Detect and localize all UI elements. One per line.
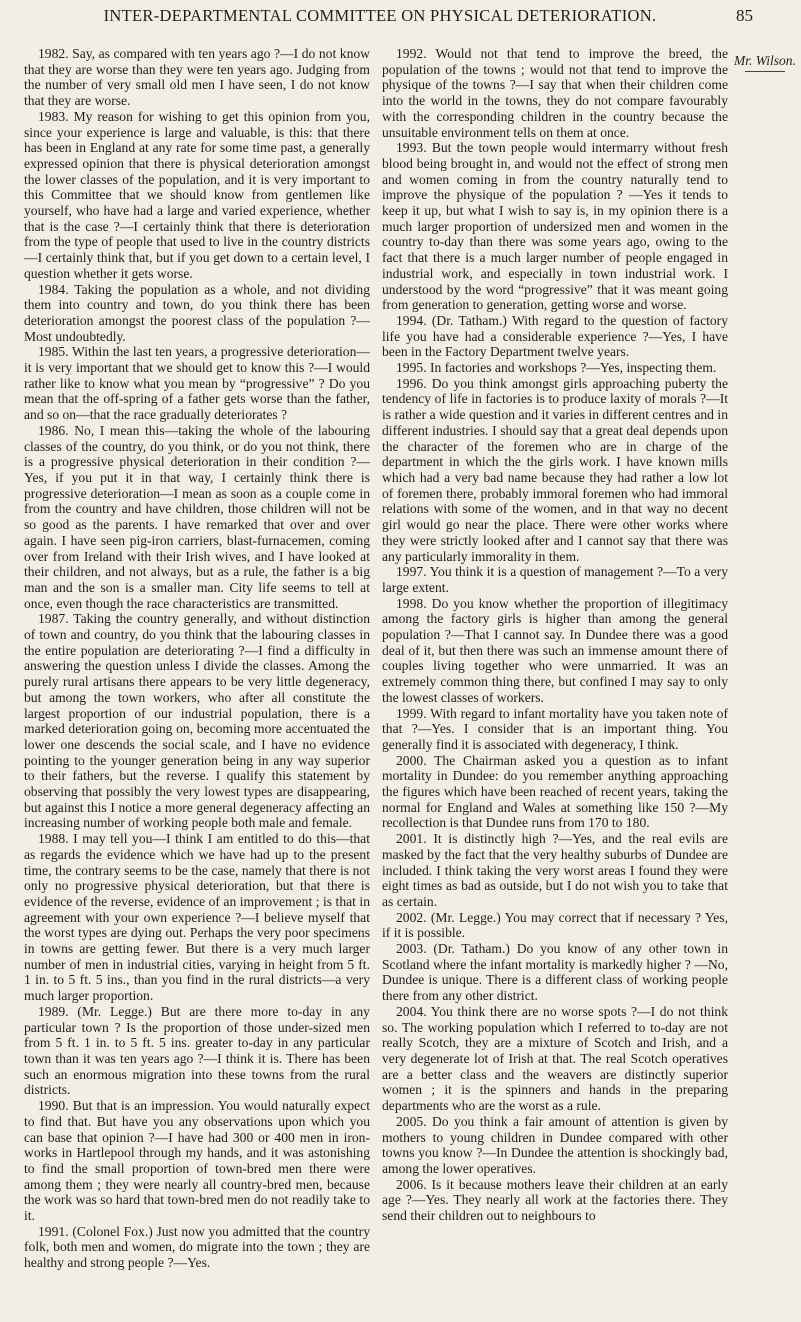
question-number: 1993. [396, 140, 427, 156]
question-text: But the town people would intermarry without fresh blood being brought in, and would not the effect of strong men and women coming in from the country naturally tend to improve the physique of the population ? —Yes it tends to keep it up, but what I wish to say is, in my opinion there is a much larger proportion of undersized men and women in the country to-day than there was some years ago, owing to the fact that there is a much larger number of people engaged in industrial work, and especially in town industrial work. I understood by the word “progressive” that it was meant going from generation to generation, getting worse and worse. [382, 140, 728, 313]
question-text: (Colonel Fox.) Just now you admitted that the country folk, both men and women, do migrate into the town ; they are healthy and strong people ?—Yes. [24, 1223, 370, 1271]
question-text: (Dr. Tatham.) With regard to the question of factory life you have had a considerable experience ?—Yes, I have been in the Factory Department twelve years. [382, 312, 728, 360]
question-number: 1985. [38, 344, 69, 360]
question-paragraph [24, 611, 370, 831]
question-number: 2000. [396, 752, 427, 768]
question-number: 1995. [396, 360, 427, 376]
question-text: (Mr. Legge.) You may correct that if necessary ? Yes, if it is possible. [382, 909, 728, 941]
question-text: With regard to infant mortality have you taken note of that ?—Yes. I consider that is an important thing. You generally find it is associated with degeneracy, I think. [382, 705, 728, 752]
question-text: Taking the population as a whole, and not dividing them into country and town, do you think there has been deterioration amongst the poorest class of the population ?—Most undoubtedly. [24, 281, 370, 344]
question-text: Taking the country generally, and without distinction of town and country, do you think that the labouring classes in the entire population are deteriorating ?—I find a difficulty in answering the question unless I divide the classes. Among the purely rural artisans there appears to be very little degeneracy, but among the town workers, who after all constitute the largest proportion of our industrial population, there is a marked deterioration going on, becoming more accentuated the lower one descends the social scale, and I have no evidence pointing to the younger generation being in any way superior to their fathers, but the reverse. I qualify this statement by observing that possibly the very lowest types are disappearing, but against this I notice a more general degeneracy affecting an increasing number of working people both male and female. [24, 611, 370, 831]
question-number: 1984. [38, 281, 69, 297]
question-paragraph [382, 1004, 728, 1114]
question-text: No, I mean this—taking the whole of the labouring classes of the country, do you think, or do you not think, there is a progressive physical deterioration in their condition ?—Yes, if you put it in that way, I certainly think there is progressive deterioration—I mean as soon as a couple come in from the country and have children, those children will not be so good as the parents. I have remarked that over and over again. I have seen pig-iron carriers, blast-furnacemen, coming over from Ireland with their Irish wives, and I have looked at their children, and not always, but as a rule, the father is a big man and the son is a smaller man. City life seems to tell at once, even though the race characteristics are transmitted. [24, 422, 371, 611]
question-number: 1996. [396, 375, 427, 391]
question-number: 1987. [38, 611, 69, 627]
question-text: Within the last ten years, a progressive deterioration—it is very important that we should get to know this ?—I would rather like to know what you mean by “progressive” ? Do you mean that the off-spring of a father gets worse than the father, and so on—that the race gradually deteriorates ? [24, 344, 370, 423]
question-number: 1992. [396, 46, 427, 61]
question-paragraph [382, 46, 728, 140]
question-paragraph [24, 46, 370, 109]
question-text: My reason for wishing to get this opinion from you, since your experience is large and valuable, is this: that there has been in England at any rate for some time past, a generally expressed opinion that there is physical deterioration amongst the lower classes of the population, and it is very important to this Committee that we should know from gentlemen like yourself, who have had a large and varied experience, whether that is the case ?—I certainly think that there is deterioration from the type of people that used to live in the country districts—I certainly think that, but if you get down to a certain level, I question whether it gets worse. [24, 108, 370, 281]
left-column [24, 46, 370, 1271]
question-text: Say, as compared with ten years ago ?—I do not know that they are worse than they were ten years ago. Judging from the number of very small old men I have seen, I do not know that they are worse. [24, 46, 370, 109]
question-paragraph [382, 1177, 728, 1224]
question-number: 2004. [396, 1003, 427, 1019]
question-paragraph [382, 313, 728, 360]
question-paragraph [382, 941, 728, 1004]
question-number: 2005. [396, 1113, 427, 1129]
page-number: 85 [736, 6, 753, 25]
question-number: 2006. [396, 1176, 427, 1192]
question-paragraph [382, 140, 728, 313]
witness-margin-note [732, 53, 798, 72]
question-paragraph [382, 596, 728, 706]
question-paragraph [24, 344, 370, 423]
question-paragraph [24, 1224, 370, 1271]
question-number: 2001. [396, 831, 427, 847]
question-paragraph [382, 564, 728, 595]
question-number: 1998. [396, 595, 427, 611]
question-number: 1994. [396, 312, 427, 328]
question-paragraph [24, 1098, 370, 1224]
question-number: 1990. [38, 1098, 69, 1114]
question-paragraph [382, 831, 728, 910]
question-number: 1983. [38, 108, 69, 124]
question-text: You think there are no worse spots ?—I do not think so. The working population which I referred to to-day are not really Scotch, they are a mixture of Scotch and Irish, and a very degenerate lot of Irish at that. The real Scotch operatives are a better class and the weavers are distinctly superior women ; it is the spinners and hands in the preparing departments who are the worst as a rule. [382, 1003, 728, 1114]
question-paragraph [382, 376, 728, 564]
question-paragraph [382, 753, 728, 832]
question-paragraph [382, 360, 728, 376]
running-title: INTER-DEPARTMENTAL COMMITTEE ON PHYSICAL DETERIORATION. [103, 6, 657, 25]
right-column [382, 46, 728, 1224]
question-number: 1986. [38, 422, 69, 438]
question-number: 1988. [38, 831, 69, 847]
question-paragraph [24, 282, 370, 345]
margin-rule [745, 71, 785, 72]
question-paragraph [382, 706, 728, 753]
question-paragraph [24, 1004, 370, 1098]
question-paragraph [24, 423, 370, 611]
question-text: (Dr. Tatham.) Do you know of any other town in Scotland where the infant mortality is markedly higher ? —No, Dundee is unique. There is a different class of working people there from any other district. [382, 941, 728, 1004]
question-text: Do you know whether the proportion of illegitimacy among the factory girls is higher than among the general population ?—That I cannot say. In Dundee there was a good deal of it, but then there was such an immense amount there of couples living together who were unmarried. It was an extremely common thing there, but confined I may say to only the lowest classes of workers. [382, 595, 729, 705]
question-paragraph [24, 831, 370, 1004]
question-number: 1999. [396, 705, 427, 721]
question-text: Do you think amongst girls approaching puberty the tendency of life in factories is to produce laxity of morals ?—It is rather a wide question and it varies in different centres and in different industries. I should say that a great deal depends upon the character of the foremen who are in charge of the department in which the the girls work. I have known mills which had a very bad name because they had rather a low lot of foremen there, probably immoral foremen who had immoral relations with some of the women, and in that way no decent girl would go near the place. There were other works where they were strictly looked after and I cannot say that there was any particularly immorality in them. [382, 375, 728, 564]
question-text: You think it is a question of management ?—To a very large extent. [382, 564, 728, 595]
question-paragraph [382, 910, 728, 941]
question-number: 1997. [396, 564, 427, 580]
question-text: I may tell you—I think I am entitled to do this—that as regards the evidence which we have had up to the present time, the contrary seems to be the case, namely that there is not only no progressive physical deterioration, but that there is evidence of the reverse, evidence of an improvement ; is that in agreement with your own experience ?—I believe myself that the worst types are dying out. Perhaps the very poor specimens in towns are getting fewer. But there is a very much larger number of men in industrial cities, varying in height from 5 ft. 1 in. to 5 ft. 5 ins., than you find in the rural districts—a very much larger proportion. [24, 831, 370, 1004]
question-number: 2002. [396, 909, 427, 925]
question-text: (Mr. Legge.) But are there more to-day in any particular town ? Is the proportion of those under-sized men from 5 ft. 1 in. to 5 ft. 5 ins. greater to-day in any particular town than it was ten years ago ?—I think it is. There has been such an enormous migration into these towns from the rural districts. [24, 1003, 370, 1098]
question-number: 1991. [38, 1223, 69, 1239]
question-number: 1982. [38, 46, 69, 61]
page-header [0, 6, 801, 46]
question-number: 1989. [38, 1003, 69, 1019]
question-number: 2003. [396, 941, 427, 957]
witness-name: Mr. Wilson. [734, 53, 796, 68]
question-paragraph [382, 1114, 728, 1177]
question-text: Would not that tend to improve the breed, the population of the towns ; would not that tend to improve the physique of the towns ?—I say that when their children come into the world in the towns, they do not compare favourably with the corresponding children in the country because the unsuitable environment tells on them at once. [382, 46, 728, 140]
question-text: Do you think a fair amount of attention is given by mothers to young children in Dundee compared with other towns you know ?—In Dundee the attention is shockingly bad, among the lower operatives. [382, 1113, 728, 1176]
question-text: It is distinctly high ?—Yes, and the real evils are masked by the fact that the very healthy suburbs of Dundee are included. I think taking the very worst areas I found they were eight times as bad as outside, but I do not wish you to take that as certain. [382, 831, 728, 909]
question-paragraph [24, 109, 370, 282]
question-text: Is it because mothers leave their children at an early age ?—Yes. They nearly all work at the factories there. They send their children out to neighbours to [382, 1176, 728, 1224]
question-text: The Chairman asked you a question as to infant mortality in Dundee: do you remember anything approaching the figures which have been reached of recent years, taking the normal for England and Wales at something like 150 ?—My recollection is that Dundee runs from 170 to 180. [382, 752, 728, 831]
question-text: In factories and workshops ?—Yes, inspecting them. [430, 360, 717, 376]
question-text: But that is an impression. You would naturally expect to find that. But have you any observations upon which you can base that opinion ?—I have had 300 or 400 men in iron-works in Hartlepool through my hands, and it was astonishing to find the small proportion of town-bred men there were among them ; they were nearly all country-bred men, because the work was so hard that town-bred men do not readily take to it. [24, 1098, 370, 1224]
